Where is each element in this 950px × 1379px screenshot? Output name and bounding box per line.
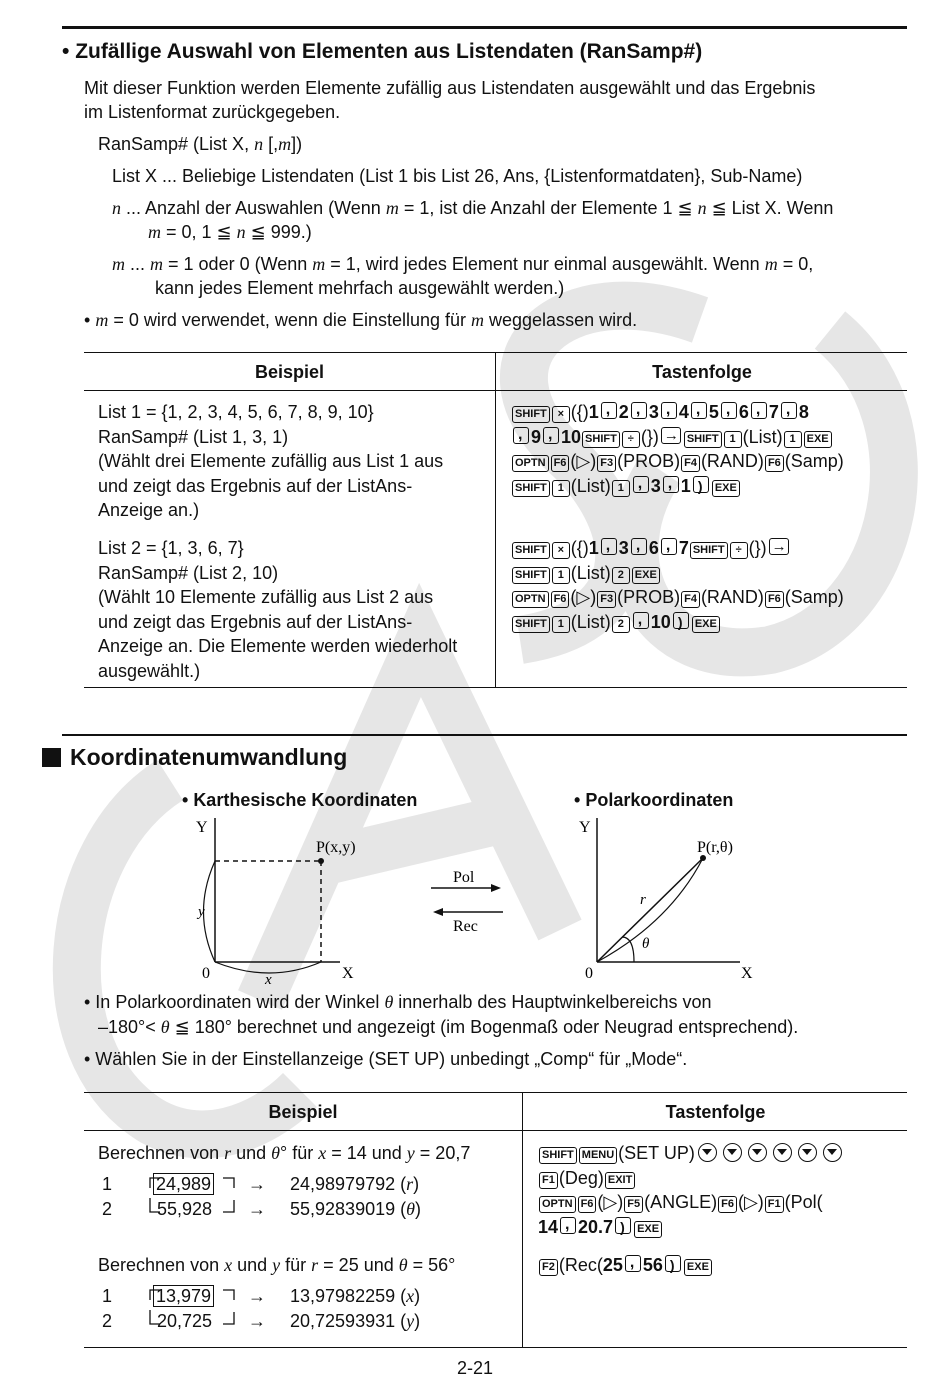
polar-diagram xyxy=(570,812,770,988)
polar-note-2: –180°< θ ≦ 180° berechnet und angezeigt (im Bogenmaß oder Neugrad entsprechend). xyxy=(98,1017,799,1037)
table1-keys-1: SHIFT × ({)1, 2, 3, 4, 5, 6, 7, 8 ,9, 10 SHIFT ÷ (})→ SHIFT 1 (List) 1 EXE OPTN F6 (▷) F3 (PROB) F4 (RAND) F6 (Samp) SHIFT 1 (List) 1, 3, 1) EXE xyxy=(511,400,844,498)
polar-y-axis-label: Y xyxy=(579,819,591,836)
svg-text:P(r,θ): P(r,θ) xyxy=(697,839,733,856)
cartesian-label: • Karthesische Koordinaten xyxy=(182,790,418,810)
svg-text:x: x xyxy=(265,972,272,988)
section-title-ransamp: • Zufällige Auswahl von Elementen aus Listendaten (RanSamp#) xyxy=(62,40,703,63)
svg-text:y: y xyxy=(198,904,205,920)
syntax: RanSamp# (List X, n [,m]) xyxy=(98,134,303,154)
page-number: 2-21 xyxy=(456,1358,494,1378)
svg-text:Rec: Rec xyxy=(453,918,478,935)
svg-text:Pol: Pol xyxy=(453,869,475,886)
polar-label: • Polarkoordinaten xyxy=(574,790,734,810)
m-desc-1: m ... m = 1 oder 0 (Wenn m = 1, wird jedes Element nur einmal ausgewählt. Wenn m = 0, xyxy=(112,254,814,274)
table1-keys-2: SHIFT × ({)1, 3, 6, 7 SHIFT ÷ (})→ SHIFT 1 (List) 2 EXE OPTN F6 (▷) F3 (PROB) F4 (RAND) F6 (Samp) SHIFT 1 (List) 2, 10) EXE xyxy=(511,536,844,634)
table2-header-beispiel: Beispiel xyxy=(268,1102,338,1122)
section2-rule xyxy=(62,734,907,736)
table1-example-2: List 2 = {1, 3, 6, 7} RanSamp# (List 2, 10) (Wählt 10 Elemente zufällig aus List 2 aus und zeigt das Ergebnis auf der ListAns- Anzeige an. Die Elemente werden wiederholt ausgewählt.) xyxy=(98,538,458,681)
svg-text:θ: θ xyxy=(642,936,650,952)
svg-text:0: 0 xyxy=(585,965,593,982)
intro-line-1: Mit dieser Funktion werden Elemente zufällig aus Listendaten ausgewählt und das Ergebnis xyxy=(84,78,816,98)
example1-title: Berechnen von r und θ° für x = 14 und y = 20,7 xyxy=(98,1143,471,1163)
down-arrow-icon xyxy=(748,1143,767,1162)
example2-title: Berechnen von x und y für r = 25 und θ = 56° xyxy=(98,1255,456,1275)
m-default-note: • m = 0 wird verwendet, wenn die Einstellung für m weggelassen wird. xyxy=(84,310,638,330)
pol-rec-arrows xyxy=(425,862,510,937)
intro-line-2: im Listenformat zurückgegeben. xyxy=(84,102,341,122)
cart-x-axis-label: X xyxy=(342,965,354,982)
list-x-desc: List X ... Beliebige Listendaten (List 1 bis List 26, Ans, {Listenformatdaten}, Sub-Name) xyxy=(112,166,803,186)
down-arrow-icon xyxy=(723,1143,742,1162)
section-square-icon xyxy=(42,748,61,767)
n-desc-1: n ... Anzahl der Auswahlen (Wenn m = 1, ist die Anzahl der Elemente 1 ≦ n ≦ List X. Wenn xyxy=(112,198,834,218)
table2-keys-2: F2 (Rec(25, 56) EXE xyxy=(538,1253,713,1278)
down-arrow-icon xyxy=(798,1143,817,1162)
cart-y-axis-label: Y xyxy=(196,819,208,836)
polar-note-1: • In Polarkoordinaten wird der Winkel θ innerhalb des Hauptwinkelbereichs von xyxy=(84,992,712,1012)
example1-bracket xyxy=(138,1172,238,1222)
down-arrow-icon xyxy=(698,1143,717,1162)
svg-text:r: r xyxy=(640,892,646,908)
example2-bracket xyxy=(138,1284,238,1334)
table1-header-tastenfolge: Tastenfolge xyxy=(652,362,752,382)
table2-keys-1: SHIFT MENU (SET UP) F1 (Deg) EXIT OPTN F6 (▷) F5 (ANGLE) F6 (▷) F1 (Pol( 14, 20.7) EXE xyxy=(538,1141,845,1239)
table1-example-1: List 1 = {1, 2, 3, 4, 5, 6, 7, 8, 9, 10} RanSamp# (List 1, 3, 1) (Wählt drei Elemente zufällig aus List 1 aus und zeigt das Ergebnis auf der ListAns- Anzeige an.) xyxy=(98,402,444,521)
m-desc-2: kann jedes Element mehrfach ausgewählt werden.) xyxy=(155,278,565,298)
cartesian-diagram xyxy=(180,812,380,988)
setup-note: • Wählen Sie in der Einstellanzeige (SET UP) unbedingt „Comp“ für „Mode“. xyxy=(84,1049,688,1069)
table1-header-beispiel: Beispiel xyxy=(254,362,325,382)
svg-text:P(x,y): P(x,y) xyxy=(316,839,356,856)
down-arrow-icon xyxy=(823,1143,842,1162)
svg-text:0: 0 xyxy=(202,965,210,982)
section-title-koordinaten: Koordinatenumwandlung xyxy=(70,744,348,770)
polar-x-axis-label: X xyxy=(741,965,753,982)
n-desc-2: m = 0, 1 ≦ n ≦ 999.) xyxy=(148,222,312,242)
table2-header-tastenfolge: Tastenfolge xyxy=(665,1102,766,1122)
down-arrow-icon xyxy=(773,1143,792,1162)
top-rule xyxy=(62,26,907,29)
